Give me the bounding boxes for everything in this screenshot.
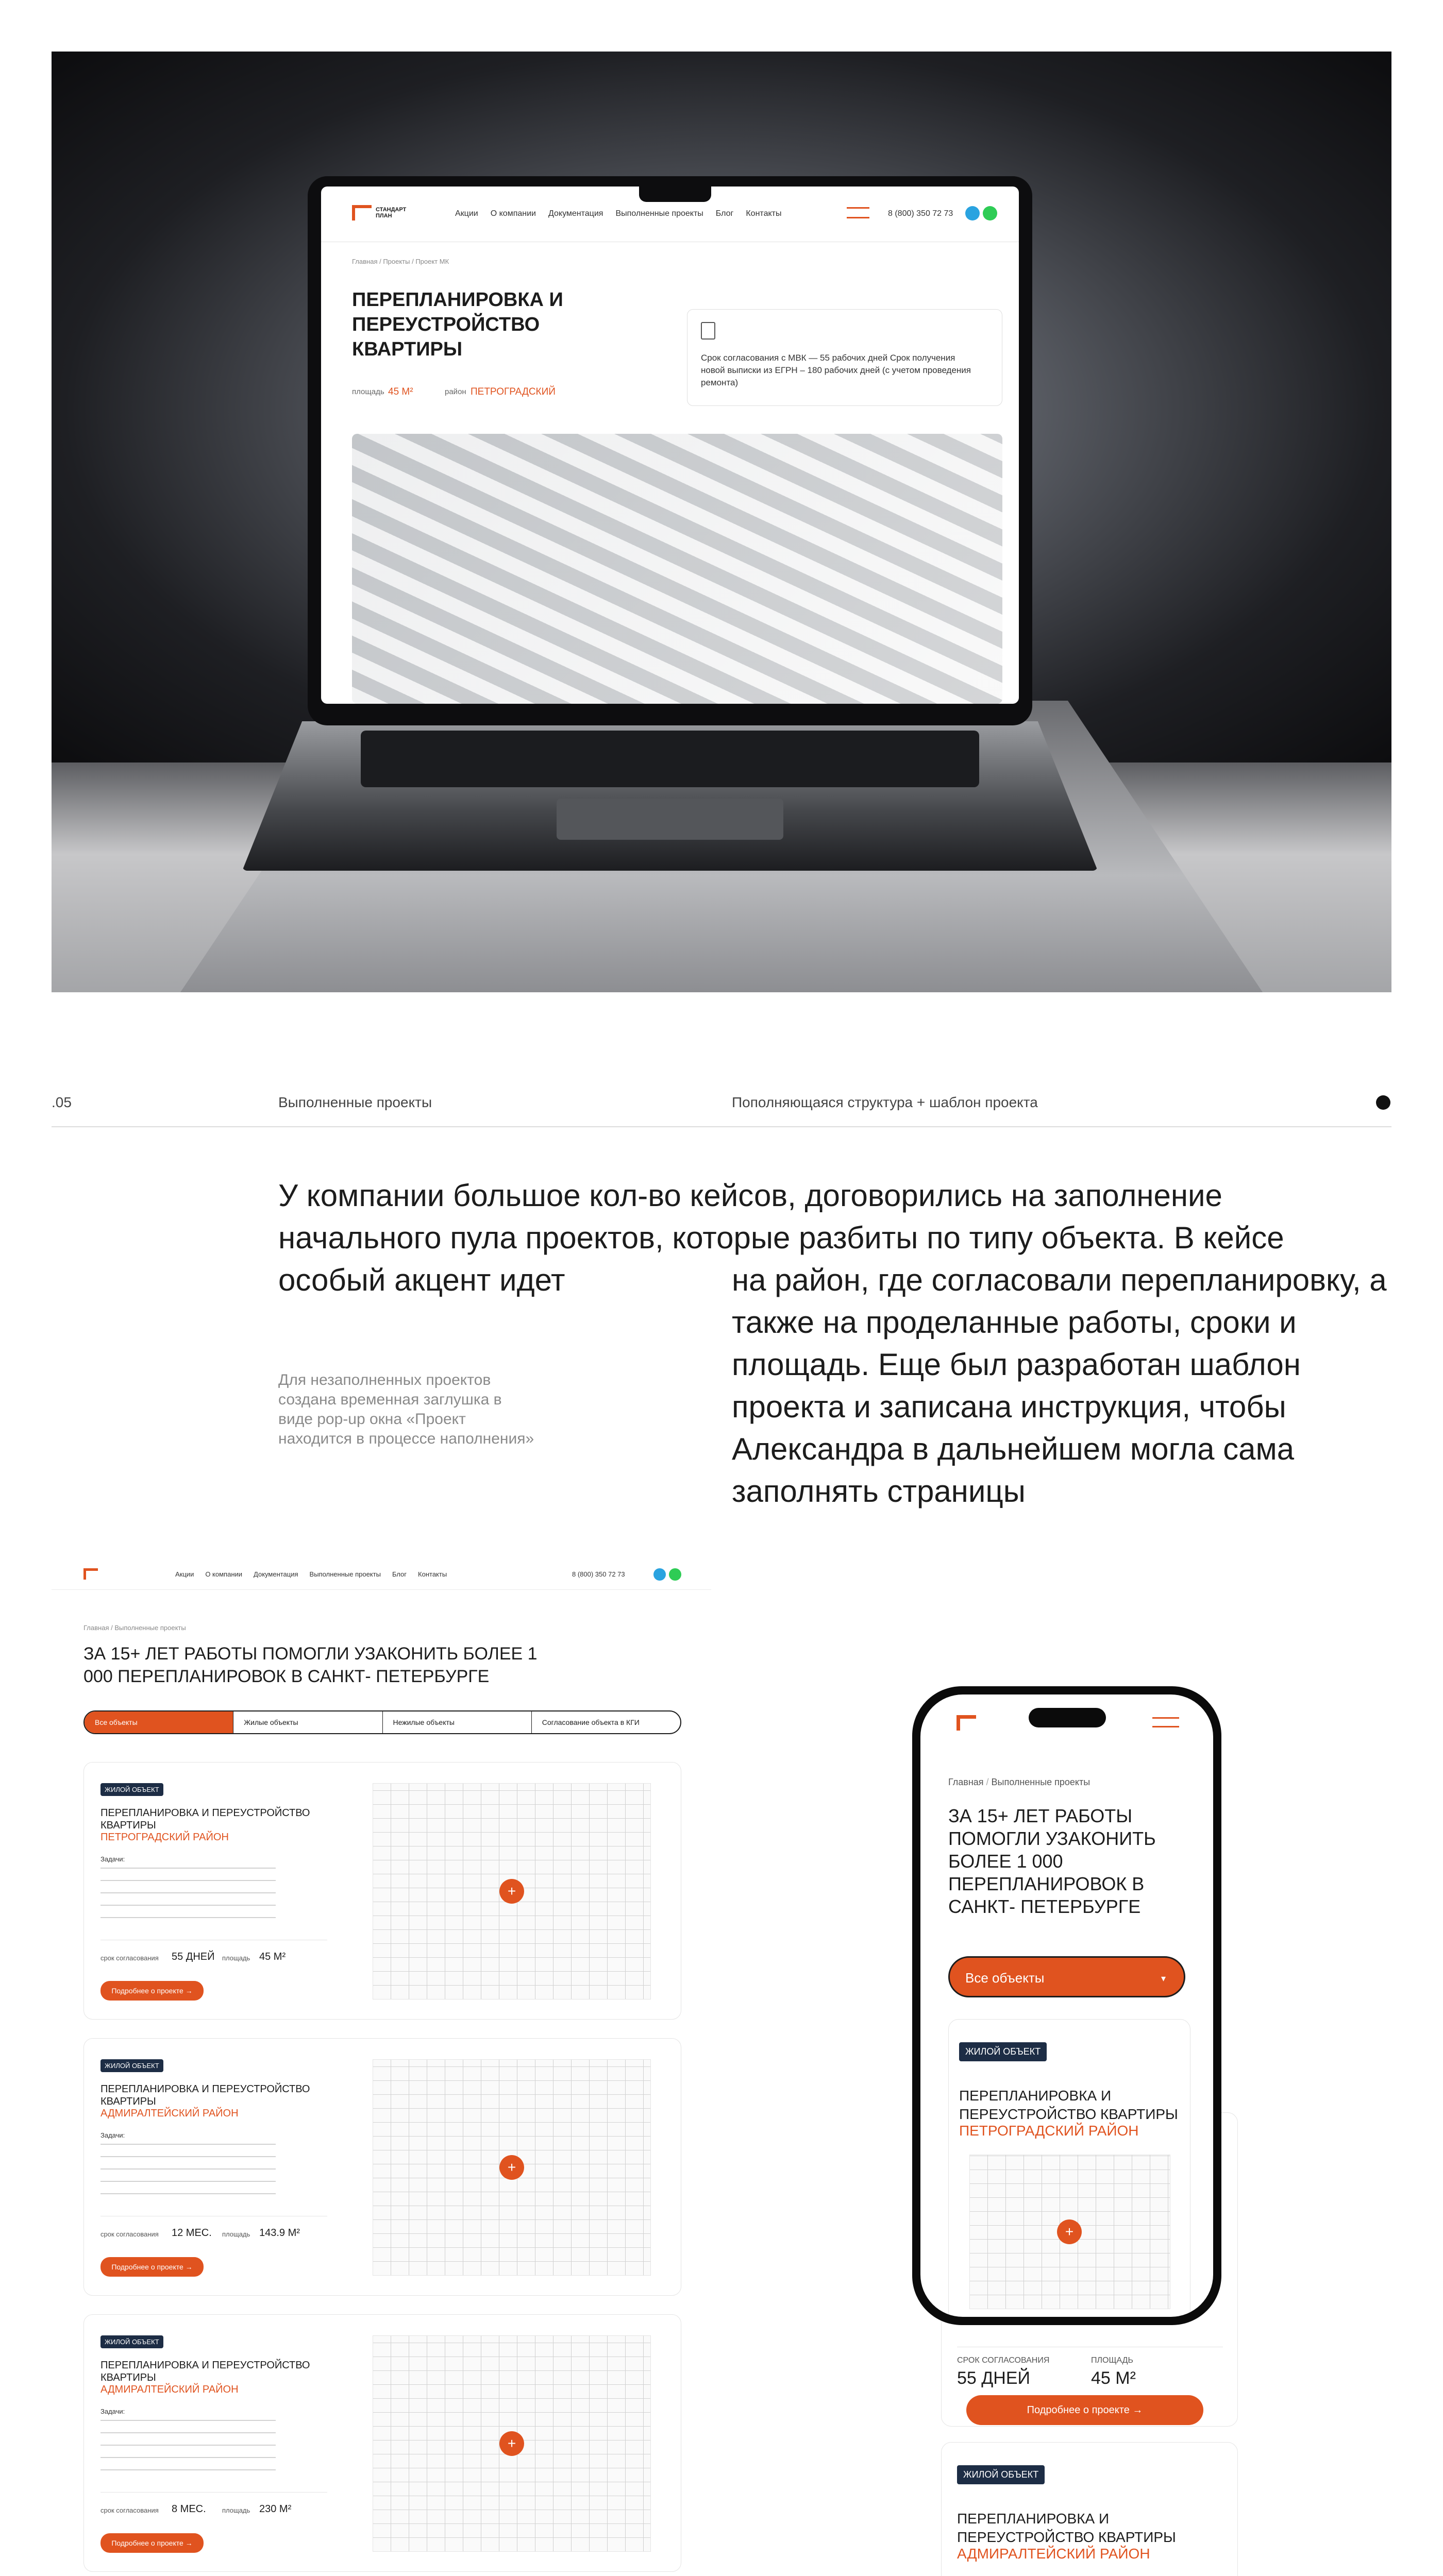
tab-residential[interactable]: Жилые объекты: [233, 1711, 382, 1733]
card-district: ПЕТРОГРАДСКИЙ РАЙОН: [100, 1832, 229, 1843]
nav-item[interactable]: Акции: [175, 1570, 194, 1578]
nav-item[interactable]: Блог: [392, 1570, 407, 1578]
district-value: ПЕТРОГРАДСКИЙ: [471, 386, 556, 397]
term-value: 55 ДНЕЙ: [172, 1951, 215, 1962]
term-value: 8 МЕС.: [172, 2503, 206, 2515]
task-lines: [100, 1868, 276, 1929]
laptop-trackpad: [557, 799, 783, 840]
camera-notch: [639, 187, 711, 202]
card-title: ПЕРЕПЛАНИРОВКА И ПЕРЕУСТРОЙСТВО КВАРТИРЫ: [957, 2511, 1176, 2545]
project-card: [83, 2314, 681, 2572]
desktop-heading: ЗА 15+ ЛЕТ РАБОТЫ ПОМОГЛИ УЗАКОНИТЬ БОЛЕЕ 1 000 ПЕРЕПЛАНИРОВОК В САНКТ- ПЕТЕРБУРГЕ: [83, 1644, 538, 1686]
telegram-icon[interactable]: [653, 1568, 666, 1581]
term-value: 12 МЕС.: [172, 2227, 212, 2239]
task-lines: [100, 2420, 276, 2482]
area-label: площадь: [222, 2506, 250, 2514]
more-button[interactable]: Подробнее о проекте →: [966, 2395, 1203, 2425]
nav-item[interactable]: Блог: [715, 209, 734, 218]
area-value: 230 М²: [259, 2503, 292, 2515]
dropdown-label: Все объекты: [965, 1970, 1045, 1986]
object-badge: ЖИЛОЙ ОБЪЕКТ: [959, 2042, 1047, 2061]
area-value: 45 М²: [388, 386, 413, 397]
chevron-down-icon: ▾: [1161, 1973, 1166, 1984]
object-badge: ЖИЛОЙ ОБЪЕКТ: [100, 2335, 163, 2348]
term-label: СРОК СОГЛАСОВАНИЯ: [957, 2356, 1050, 2365]
object-badge: ЖИЛОЙ ОБЪЕКТ: [100, 1783, 163, 1796]
brand-line1: СТАНДАРТ: [376, 207, 407, 213]
laptop-logo[interactable]: [352, 205, 406, 221]
mobile-card-2: [941, 2442, 1238, 2576]
logo-icon: [352, 205, 372, 221]
menu-icon[interactable]: [1152, 1717, 1179, 1727]
logo-icon[interactable]: [957, 1715, 976, 1731]
breadcrumb-current: Выполненные проекты: [991, 1777, 1090, 1787]
info-text: Срок согласования с МВК — 55 рабочих дней Срок получения новой выписки из ЕГРН – 180 рабочих дней (с учетом проведения ремонта): [701, 353, 971, 387]
breadcrumb-home[interactable]: Главная: [948, 1777, 984, 1787]
card-title: ПЕРЕПЛАНИРОВКА И ПЕРЕУСТРОЙСТВО КВАРТИРЫ: [959, 2088, 1178, 2122]
section-number: .05: [52, 1094, 72, 1110]
area-value: 143.9 М²: [259, 2227, 300, 2239]
tab-nonresidential[interactable]: Нежилые объекты: [382, 1711, 531, 1733]
project-card: [83, 2038, 681, 2296]
nav-item[interactable]: Выполненные проекты: [615, 209, 703, 218]
laptop-breadcrumb: Главная / Проекты / Проект МК: [352, 258, 449, 265]
nav-item[interactable]: Документация: [254, 1570, 298, 1578]
document-icon: [701, 322, 715, 340]
tasks-label: Задачи:: [100, 2408, 125, 2415]
card-district: ПЕТРОГРАДСКИЙ РАЙОН: [959, 2123, 1139, 2139]
object-badge: ЖИЛОЙ ОБЪЕКТ: [957, 2465, 1045, 2484]
desktop-phone[interactable]: 8 (800) 350 72 73: [572, 1570, 625, 1578]
nav-item[interactable]: Выполненные проекты: [309, 1570, 381, 1578]
laptop-screen: [321, 187, 1019, 704]
tab-kgi[interactable]: Согласование объекта в КГИ: [531, 1711, 680, 1733]
filter-tabs: [83, 1710, 681, 1734]
nav-item[interactable]: Документация: [548, 209, 603, 218]
nav-item[interactable]: Контакты: [418, 1570, 447, 1578]
nav-item[interactable]: Акции: [455, 209, 478, 218]
section-label: Выполненные проекты: [278, 1094, 432, 1110]
more-button[interactable]: Подробнее о проекте →: [100, 2533, 204, 2553]
area-value: 45 М²: [259, 1951, 286, 1962]
apartment-3d-render: [352, 434, 1002, 704]
mobile-breadcrumb: Главная / Выполненные проекты: [948, 1777, 1090, 1787]
area-label: площадь: [352, 387, 384, 396]
expand-plan-icon[interactable]: +: [499, 2155, 524, 2180]
desktop-header: [52, 1560, 711, 1590]
lead-text-2: на район, где согласовали перепланировку, а также на проделанные работы, сроки и площадь. Еще был разработан шаблон проекта и записана инструкция, чтобы Александра в дальнейшем могла сама заполнять страницы: [732, 1263, 1387, 1509]
desktop-breadcrumb: Главная / Выполненные проекты: [83, 1624, 186, 1632]
whatsapp-icon[interactable]: [983, 206, 997, 221]
logo-icon[interactable]: [83, 1568, 98, 1580]
section-subtitle: Пополняющаяся структура + шаблон проекта: [732, 1094, 1038, 1110]
section-dot: [1376, 1095, 1390, 1110]
menu-icon[interactable]: [847, 207, 869, 218]
telegram-icon[interactable]: [965, 206, 980, 221]
card-title: ПЕРЕПЛАНИРОВКА И ПЕРЕУСТРОЙСТВО КВАРТИРЫ: [100, 2083, 310, 2107]
laptop-phone[interactable]: 8 (800) 350 72 73: [888, 209, 953, 218]
more-button[interactable]: Подробнее о проекте →: [100, 2257, 204, 2277]
nav-item[interactable]: Контакты: [746, 209, 782, 218]
brand-line2: ПЛАН: [376, 213, 392, 219]
area-label: ПЛОЩАДЬ: [1091, 2356, 1133, 2365]
placeholder-note: Для незаполненных проектов создана временная заглушка в виде pop-up окна «Проект находится в процессе наполнения»: [278, 1371, 534, 1447]
mobile-card-1: [948, 2019, 1190, 2317]
area-label: площадь: [222, 2230, 250, 2238]
filter-dropdown[interactable]: [948, 1956, 1185, 1997]
card-title: ПЕРЕПЛАНИРОВКА И ПЕРЕУСТРОЙСТВО КВАРТИРЫ: [100, 1807, 310, 1831]
tasks-label: Задачи:: [100, 2131, 125, 2139]
section-divider: [52, 1126, 1391, 1127]
desktop-projects-page: [52, 1560, 711, 2576]
tasks-label: Задачи:: [100, 1855, 125, 1863]
project-card: [83, 1762, 681, 2020]
area-label: площадь: [222, 1954, 250, 1962]
term-label: срок согласования: [100, 2506, 159, 2514]
card-district: АДМИРАЛТЕЙСКИЙ РАЙОН: [100, 2384, 239, 2395]
more-button[interactable]: Подробнее о проекте →: [100, 1981, 204, 2001]
info-box: [687, 309, 1002, 406]
divider: [100, 2492, 327, 2493]
expand-plan-icon[interactable]: +: [1057, 2219, 1082, 2244]
term-value: 55 ДНЕЙ: [957, 2368, 1030, 2388]
nav-item[interactable]: О компании: [490, 209, 536, 218]
district-label: район: [445, 387, 466, 396]
card-district: АДМИРАЛТЕЙСКИЙ РАЙОН: [100, 2108, 239, 2119]
mobile-heading: ЗА 15+ ЛЕТ РАБОТЫ ПОМОГЛИ УЗАКОНИТЬ БОЛЕЕ 1 000 ПЕРЕПЛАНИРОВОК В САНКТ- ПЕТЕРБУРГЕ: [948, 1805, 1156, 1917]
card-district: АДМИРАЛТЕЙСКИЙ РАЙОН: [957, 2546, 1150, 2562]
term-label: срок согласования: [100, 1954, 159, 1962]
whatsapp-icon[interactable]: [669, 1568, 681, 1581]
expand-plan-icon[interactable]: +: [499, 2431, 524, 2456]
tab-all[interactable]: Все объекты: [85, 1711, 233, 1733]
lead-text-1: У компании большое кол-во кейсов, договорились на заполнение начального пула проектов, которые разбиты по типу объекта. В кейсе особый акцент идет: [278, 1178, 1284, 1297]
desktop-nav: [175, 1570, 447, 1578]
task-lines: [100, 2144, 276, 2206]
term-label: срок согласования: [100, 2230, 159, 2238]
card-title: ПЕРЕПЛАНИРОВКА И ПЕРЕУСТРОЙСТВО КВАРТИРЫ: [100, 2360, 310, 2383]
dynamic-island: [1029, 1708, 1106, 1727]
laptop-nav: [455, 209, 781, 218]
laptop-keyboard: [361, 731, 979, 787]
laptop-title: ПЕРЕПЛАНИРОВКА И ПЕРЕУСТРОЙСТВО КВАРТИРЫ: [352, 289, 563, 360]
area-value: 45 М²: [1091, 2368, 1136, 2388]
phone-screen: [920, 1694, 1213, 2317]
object-badge: ЖИЛОЙ ОБЪЕКТ: [100, 2059, 163, 2072]
nav-item[interactable]: О компании: [205, 1570, 243, 1578]
expand-plan-icon[interactable]: +: [499, 1879, 524, 1904]
